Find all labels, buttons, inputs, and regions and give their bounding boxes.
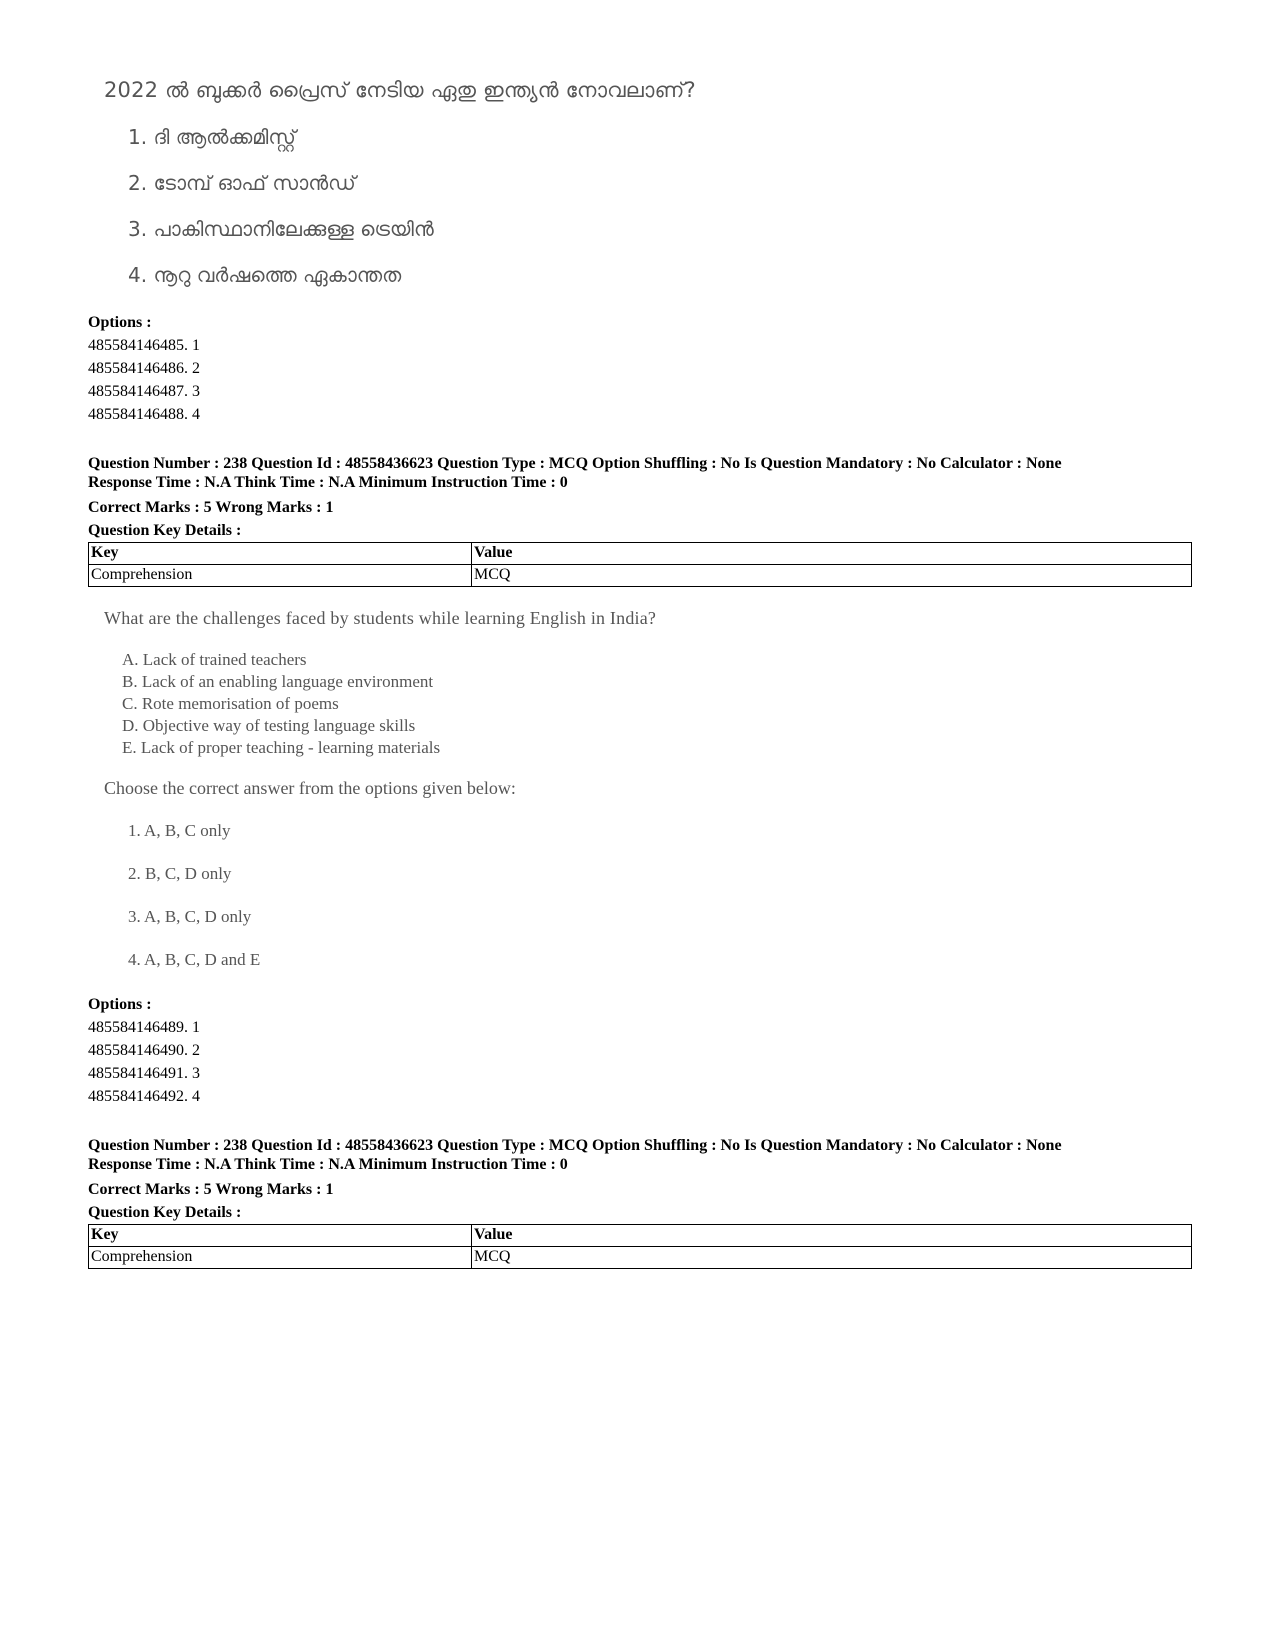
table-cell: Comprehension (89, 565, 472, 587)
table-header-cell: Value (472, 543, 1192, 565)
table-header-cell: Key (89, 1225, 472, 1247)
option-id: 485584146492. 4 (88, 1088, 200, 1105)
table-row (89, 1247, 1192, 1269)
question-2-instruction: Choose the correct answer from the options given below: (104, 778, 516, 798)
option-id: 485584146488. 4 (88, 406, 200, 423)
marks-line-1: Correct Marks : 5 Wrong Marks : 1 (88, 499, 334, 516)
table-cell: Comprehension (89, 1247, 472, 1269)
question-2-statement: E. Lack of proper teaching - learning materials (122, 738, 441, 757)
question-meta-line: Response Time : N.A Think Time : N.A Minimum Instruction Time : 0 (88, 474, 568, 491)
option-id: 485584146486. 2 (88, 360, 200, 377)
question-1-choice: 3. പാകിസ്ഥാനിലേക്കുള്ള ട്രെയിൻ (128, 217, 434, 241)
question-meta-line: Response Time : N.A Think Time : N.A Minimum Instruction Time : 0 (88, 1156, 568, 1173)
option-id: 485584146489. 1 (88, 1019, 200, 1036)
table-cell: MCQ (472, 565, 1192, 587)
question-meta-1 (88, 454, 1062, 492)
options-list-1 (88, 311, 200, 426)
key-value-table-1 (88, 542, 1192, 587)
option-id: 485584146487. 3 (88, 383, 200, 400)
question-meta-2 (88, 1136, 1062, 1174)
table-header-cell: Value (472, 1225, 1192, 1247)
table-header-cell: Key (89, 543, 472, 565)
table-header-row (89, 1225, 1192, 1247)
option-id: 485584146485. 1 (88, 337, 200, 354)
question-1-choice: 4. നൂറു വർഷത്തെ ഏകാന്തത (128, 263, 402, 287)
question-meta-line: Question Number : 238 Question Id : 48558436623 Question Type : MCQ Option Shuffling : No Is Question Mandatory : No Calculator : None (88, 455, 1062, 472)
question-1-choice: 1. ദി ആൽക്കമിസ്റ്റ് (128, 125, 296, 149)
options-label: Options : (88, 996, 152, 1013)
question-1-image (104, 78, 744, 293)
question-2-choice: 3. A, B, C, D only (128, 907, 252, 926)
key-details-label-2: Question Key Details : (88, 1204, 242, 1221)
question-2-statement: C. Rote memorisation of poems (122, 694, 339, 713)
key-details-label-1: Question Key Details : (88, 522, 242, 539)
marks-line-2: Correct Marks : 5 Wrong Marks : 1 (88, 1181, 334, 1198)
options-list-2 (88, 993, 200, 1108)
question-2-stem: What are the challenges faced by students while learning English in India? (104, 608, 657, 628)
table-cell: MCQ (472, 1247, 1192, 1269)
question-2-choice: 2. B, C, D only (128, 864, 232, 883)
option-id: 485584146491. 3 (88, 1065, 200, 1082)
option-id: 485584146490. 2 (88, 1042, 200, 1059)
question-2-statement: A. Lack of trained teachers (122, 650, 307, 669)
question-2-choice: 1. A, B, C only (128, 821, 231, 840)
options-label: Options : (88, 314, 152, 331)
question-2-image (104, 608, 704, 978)
table-row (89, 565, 1192, 587)
question-1-stem: 2022 ൽ ബുക്കർ പ്രൈസ് നേടിയ ഏതു ഇന്ത്യൻ നോവലാണ്? (104, 78, 696, 102)
table-header-row (89, 543, 1192, 565)
key-value-table-2 (88, 1224, 1192, 1269)
question-2-choice: 4. A, B, C, D and E (128, 950, 261, 969)
question-meta-line: Question Number : 238 Question Id : 48558436623 Question Type : MCQ Option Shuffling : No Is Question Mandatory : No Calculator : None (88, 1137, 1062, 1154)
question-2-statement: B. Lack of an enabling language environment (122, 672, 434, 691)
question-1-choice: 2. ടോമ്പ് ഓഫ് സാൻഡ് (128, 171, 356, 195)
question-2-statement: D. Objective way of testing language skills (122, 716, 416, 735)
